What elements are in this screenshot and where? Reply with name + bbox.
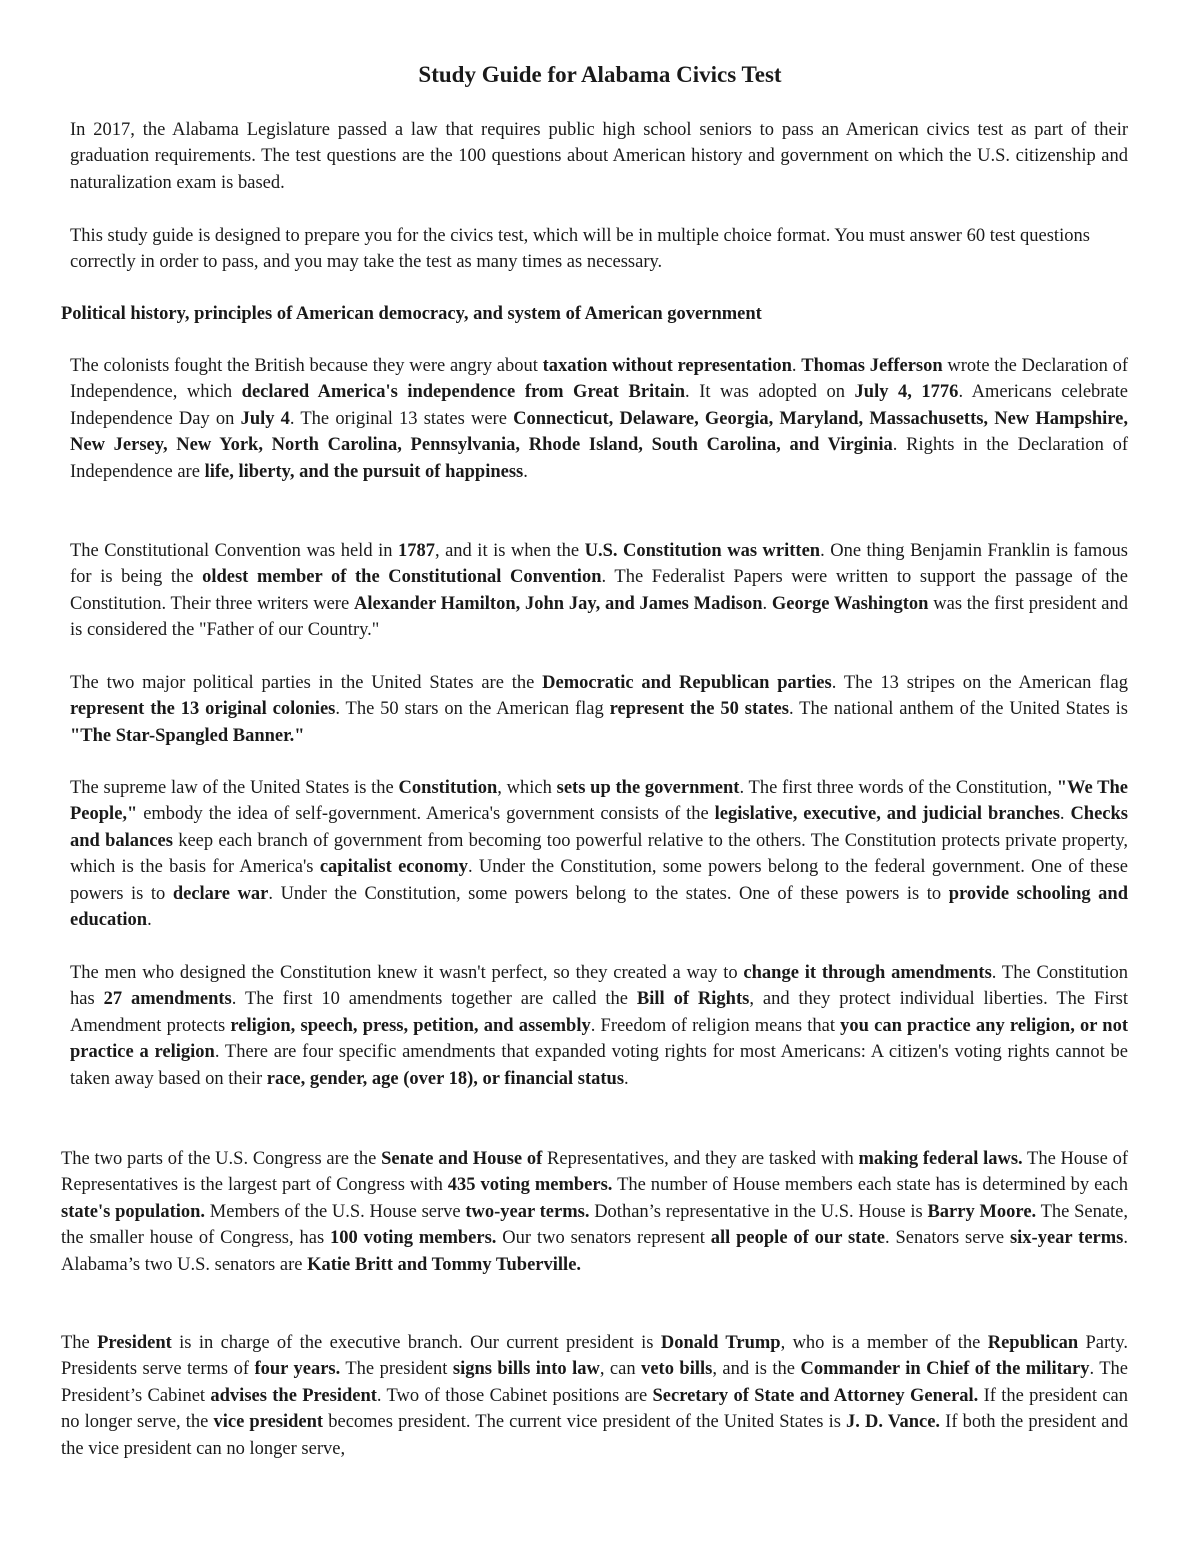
supreme-law-paragraph <box>70 775 1128 933</box>
bold-text-run: J. D. Vance. <box>846 1412 941 1433</box>
text-run: . Senators serve <box>884 1228 1010 1249</box>
bold-text-run: July 4, 1776 <box>854 382 959 403</box>
text-run: The supreme law of the United States is the <box>70 778 399 798</box>
text-run: The two parts of the U.S. Congress are the <box>61 1149 382 1169</box>
constitution-convention-paragraph <box>70 538 1128 644</box>
bold-text-run: declared America's independence from Great Britain <box>241 382 686 403</box>
parties-flag-paragraph <box>70 670 1128 749</box>
text-run: becomes president. The current vice president of the United States is <box>323 1412 847 1433</box>
bold-text-run: Barry Moore. <box>927 1201 1037 1222</box>
text-run: . The 50 stars on the American flag <box>335 699 610 720</box>
bold-text-run: Katie Britt and Tommy Tuberville. <box>307 1254 582 1275</box>
text-run: Representatives, and they are tasked with <box>542 1149 859 1169</box>
bold-text-run: vice president <box>213 1412 324 1433</box>
text-run: . One thing Benjamin Franklin is famous for is being the <box>70 541 1128 588</box>
text-run: . The first 10 amendments together are called the <box>231 989 637 1010</box>
text-run: , and it is when the <box>434 541 585 561</box>
section-heading <box>61 301 1128 327</box>
bold-text-run: Republican <box>987 1333 1079 1353</box>
bold-text-run: Bill of Rights <box>636 989 750 1010</box>
text-run: wrote the Declaration of Independence, which <box>70 356 1129 403</box>
text-run: . <box>762 593 772 614</box>
bold-text-run: life, liberty, and the pursuit of happiness <box>204 461 524 482</box>
text-run: . There are four specific amendments that expanded voting rights for most Americans: A citizen's voting rights cannot be taken away based on their <box>70 1042 1128 1089</box>
text-run: . The first three words of the Constitution, <box>739 778 1057 798</box>
text-run: The <box>61 1333 98 1353</box>
document-title: Study Guide for Alabama Civics Test <box>418 62 782 87</box>
bold-text-run: sets up the government <box>556 778 740 798</box>
text-run: , and is the <box>712 1359 801 1380</box>
text-run: Our two senators represent <box>496 1228 711 1249</box>
text-run: . <box>147 910 152 931</box>
text-run: . Two of those Cabinet positions are <box>376 1385 653 1406</box>
text-run: . Americans celebrate Independence Day on <box>70 382 1129 429</box>
bold-text-run: Political history, principles of American democracy, and system of American government <box>61 304 762 324</box>
bold-text-run: making federal laws. <box>858 1149 1023 1169</box>
declaration-paragraph <box>70 353 1128 485</box>
text-run: This study guide is designed to prepare you for the civics test, which will be in multiple choice format. You must answer 60 test questions correctly in order to pass, and you may take the test as many times as necessary. <box>70 226 1090 273</box>
bold-text-run: provide schooling and education <box>70 883 1128 931</box>
text-run: , and they protect individual liberties. The First Amendment protects <box>70 989 1128 1036</box>
text-run: . <box>624 1068 629 1089</box>
bold-text-run: Thomas Jefferson <box>801 356 943 376</box>
text-run: The colonists fought the British because they were angry about <box>70 356 543 376</box>
bold-text-run: you can practice any religion, or not practice a religion <box>70 1015 1129 1063</box>
text-run: The number of House members each state has is determined by each <box>612 1175 1128 1196</box>
text-run: . The Federalist Papers were written to support the passage of the Constitution. Their three writers were <box>70 567 1128 614</box>
bold-text-run: 435 voting members. <box>447 1175 613 1196</box>
text-run: The House of Representatives is the largest part of Congress with <box>61 1149 1128 1196</box>
bold-text-run: Checks and balances <box>70 804 1128 851</box>
bold-text-run: U.S. Constitution was written <box>584 541 821 561</box>
congress-paragraph <box>61 1146 1128 1278</box>
text-run: . Rights in the Declaration of Independence are <box>70 435 1128 482</box>
text-run: . Under the Constitution, some powers belong to the federal government. One of these powers is to <box>70 857 1129 904</box>
text-run: . The national anthem of the United States is <box>788 699 1128 720</box>
text-run: . It was adopted on <box>685 382 855 403</box>
bold-text-run: Constitution <box>398 778 498 798</box>
bold-text-run: all people of our state <box>710 1228 885 1249</box>
text-run: The men who designed the Constitution knew it wasn't perfect, so they created a way to <box>70 963 744 983</box>
text-run: . The President’s Cabinet <box>61 1359 1128 1406</box>
bold-text-run: Democratic and Republican parties <box>542 673 832 693</box>
text-run: Party. Presidents serve terms of <box>61 1333 1128 1380</box>
bold-text-run: legislative, executive, and judicial branches <box>714 804 1060 825</box>
bold-text-run: "The Star-Spangled Banner." <box>70 725 305 746</box>
bold-text-run: President <box>97 1333 172 1353</box>
bold-text-run: Connecticut, Delaware, Georgia, Maryland, Massachusetts, New Hampshire, New Jersey, New York, North Carolina, Pennsylvania, Rhode Island, South Carolina, and Virginia <box>70 408 1129 456</box>
bold-text-run: Donald Trump <box>660 1333 781 1353</box>
text-run: . <box>791 356 802 376</box>
bold-text-run: advises the President <box>210 1385 377 1406</box>
text-run: , can <box>599 1359 642 1380</box>
bold-text-run: 100 voting members. <box>330 1228 497 1249</box>
text-run: . <box>523 461 528 482</box>
president-paragraph <box>61 1330 1128 1462</box>
text-run: keep each branch of government from becoming too powerful relative to the others. The Constitution protects private property, which is the basis for America's <box>70 830 1129 878</box>
bold-text-run: capitalist economy <box>319 857 468 878</box>
text-run: . Under the Constitution, some powers belong to the states. One of these powers is to <box>268 883 949 904</box>
text-run: , who is a member of the <box>780 1333 988 1353</box>
text-run: Members of the U.S. House serve <box>205 1201 466 1222</box>
bold-text-run: July 4 <box>240 408 290 429</box>
bold-text-run: two-year terms. <box>465 1201 590 1222</box>
text-run: The two major political parties in the United States are the <box>70 673 543 693</box>
bold-text-run: 27 amendments <box>103 989 232 1010</box>
bold-text-run: represent the 13 original colonies <box>70 699 336 720</box>
text-run: . The Constitution has <box>70 963 1128 1010</box>
text-run: In 2017, the Alabama Legislature passed a law that requires public high school seniors to pass an American civics test as part of their graduation requirements. The test questions are the 100 questions about American history and government on which the U.S. citizenship and naturalization exam is based. <box>70 120 1128 193</box>
text-run: embody the idea of self-government. America's government consists of the <box>137 804 715 825</box>
bold-text-run: declare war <box>172 883 269 904</box>
text-run: Dothan’s representative in the U.S. House is <box>589 1201 928 1222</box>
text-run: was the first president and is considered the "Father of our Country." <box>70 593 1128 641</box>
amendments-paragraph <box>70 960 1128 1092</box>
bold-text-run: change it through amendments <box>743 963 992 983</box>
bold-text-run: George Washington <box>771 593 929 614</box>
text-run: . Freedom of religion means that <box>590 1015 841 1036</box>
text-run: The Constitutional Convention was held in <box>70 541 398 561</box>
intro-paragraph <box>70 117 1128 196</box>
text-run: is in charge of the executive branch. Our current president is <box>171 1333 661 1353</box>
text-run: . Alabama’s two U.S. senators are <box>61 1228 1128 1275</box>
bold-text-run: oldest member of the Constitutional Convention <box>202 567 602 588</box>
bold-text-run: taxation without representation <box>542 356 792 376</box>
text-run: . The 13 stripes on the American flag <box>831 673 1128 693</box>
text-run: The president <box>340 1359 453 1380</box>
bold-text-run: Senate and House of <box>381 1149 543 1169</box>
bold-text-run: race, gender, age (over 18), or financial status <box>266 1068 625 1089</box>
bold-text-run: "We The People," <box>70 778 1129 825</box>
bold-text-run: Secretary of State and Attorney General. <box>652 1385 979 1406</box>
text-run: If both the president and the vice president can no longer serve, <box>61 1412 1128 1459</box>
text-run: , which <box>497 778 557 798</box>
text-run: . <box>1059 804 1071 825</box>
bold-text-run: signs bills into law <box>452 1359 600 1380</box>
study-guide-paragraph <box>70 223 1128 276</box>
bold-text-run: Alexander Hamilton, John Jay, and James Madison <box>353 593 763 614</box>
bold-text-run: veto bills <box>641 1359 713 1380</box>
bold-text-run: 1787 <box>397 541 435 561</box>
text-run: . The original 13 states were <box>289 408 514 429</box>
bold-text-run: represent the 50 states <box>609 699 789 720</box>
bold-text-run: religion, speech, press, petition, and assembly <box>230 1015 591 1036</box>
text-run: If the president can no longer serve, the <box>61 1385 1128 1433</box>
bold-text-run: Commander in Chief of the military <box>800 1359 1090 1380</box>
bold-text-run: four years. <box>254 1359 341 1380</box>
bold-text-run: state's population. <box>61 1201 206 1222</box>
text-run: The Senate, the smaller house of Congress, has <box>61 1201 1129 1249</box>
bold-text-run: six-year terms <box>1009 1228 1124 1249</box>
